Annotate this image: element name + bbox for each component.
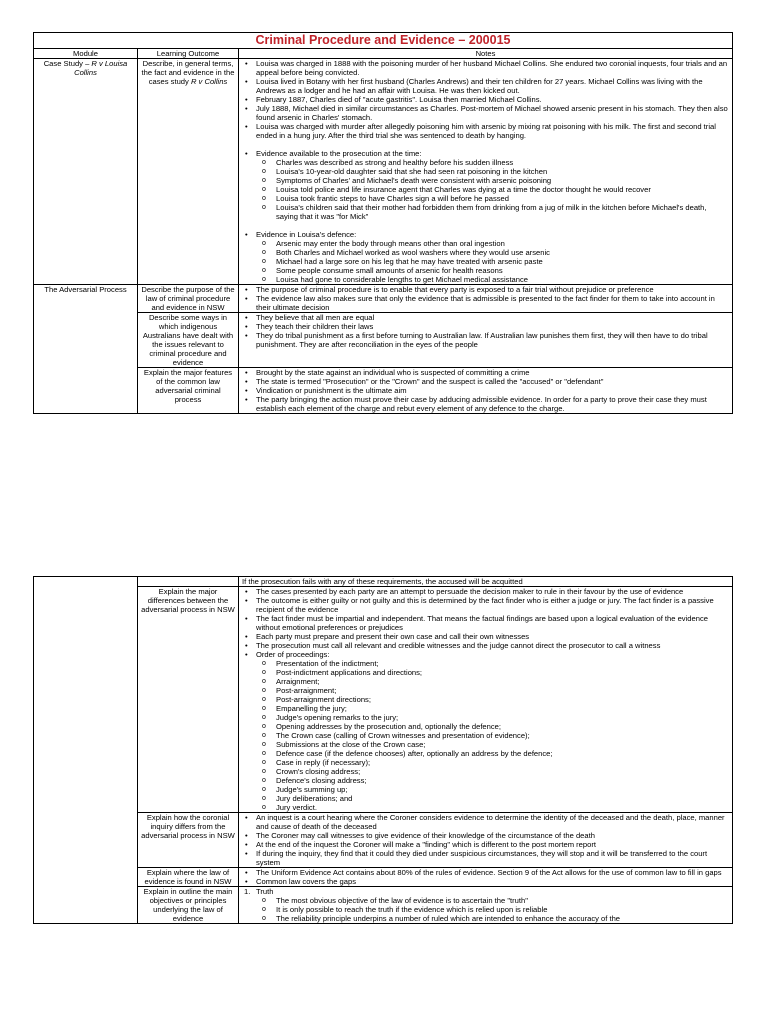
list-item: • Louisa was charged with murder after allegedly poisoning him with arsenic by mixing rat poisoning with his milk. The first and second trial ended in a hung jury. After the third trial she was sentenced to death by hanging. [256, 122, 729, 140]
page-section-1 [33, 32, 733, 414]
notes-major-features [239, 368, 733, 414]
list-item: • Louisa was charged in 1888 with the poisoning murder of her husband Michael Collins. She endured two coronial inquests, four trials and an appeal before being convicted. [256, 59, 729, 77]
list-item: • Vindication or punishment is the ultimate aim [256, 386, 729, 395]
list-item: o Crown's closing address; [276, 767, 729, 776]
adversarial-row-2 [34, 313, 733, 368]
list-item: o Symptoms of Charles' and Michael's death were consistent with arsenic poisoning [276, 176, 729, 185]
objectives-row [34, 887, 733, 924]
notes-continued [239, 577, 733, 587]
list-item: o Some people consume small amounts of arsenic for health reasons [276, 266, 729, 275]
defence-heading: Evidence in Louisa's defence: [256, 230, 357, 239]
list-item: o Louisa had gone to considerable lengths to get Michael medical assistance [276, 275, 729, 284]
list-item: o Case in reply (if necessary); [276, 758, 729, 767]
list-item: o Empanelling the jury; [276, 704, 729, 713]
list-item: • Louisa lived in Botany with her first husband (Charles Andrews) and their ten children for 27 years. Michael Collins was living with the Andrews as a lodger and he had an affair with Louisa. He was then kicked out. [256, 77, 729, 95]
notes-indigenous [239, 313, 733, 368]
coronial-row [34, 813, 733, 868]
list-item: • If during the inquiry, they find that it could they died under suspicious circumstances, they will stop and it will be transferred to the court system [256, 849, 729, 867]
continuation-row [34, 577, 733, 587]
list-item: • July 1888, Michael died in similar circumstances as Charles. Post-mortem of Michael showed arsenic present in his stomach. They then also found arsenic in Charles' stomach. [256, 104, 729, 122]
header-notes: Notes [239, 49, 733, 59]
notes-law-source [239, 868, 733, 887]
list-item: o Jury deliberations; and [276, 794, 729, 803]
list-item: o Submissions at the close of the Crown case; [276, 740, 729, 749]
list-item: o Louisa's children said that their mother had forbidden them from drinking from a jug of milk in the kitchen before Michael's death, saying that it was "for Mick" [276, 203, 729, 221]
notes-purpose [239, 285, 733, 313]
notes-table-2 [33, 576, 733, 924]
outcome-coronial: Explain how the coronial inquiry differs from the adversarial process in NSW [138, 813, 239, 868]
list-item [256, 650, 729, 812]
list-item: • The party bringing the action must prove their case by adducing admissible evidence. In order for a party to prove their case they must establish each element of the charge and rebut every element of any defence to the charge. [256, 395, 729, 413]
list-item: o Michael had a large sore on his leg that he may have treated with arsenic paste [276, 257, 729, 266]
list-item: • The Uniform Evidence Act contains about 80% of the rules of evidence. Section 9 of the Act allows for the use of common law to fill in gaps [256, 868, 729, 877]
list-item: o Arsenic may enter the body through means other than oral ingestion [276, 239, 729, 248]
order-of-proceedings-list [256, 659, 729, 812]
outcome-case-study-italic: R v Collins [190, 77, 228, 86]
module-adversarial: The Adversarial Process [34, 285, 138, 414]
list-item: o Defence case (if the defence chooses) after, optionally an address by the defence; [276, 749, 729, 758]
list-item: • Common law covers the gaps [256, 877, 729, 886]
header-module: Module [34, 49, 138, 59]
adversarial-row-3 [34, 368, 733, 414]
list-item: • The state is termed "Prosecution" or the "Crown" and the suspect is called the "accused" or "defendant" [256, 377, 729, 386]
adversarial-row-1 [34, 285, 733, 313]
list-item: o Judge's opening remarks to the jury; [276, 713, 729, 722]
list-item: • The Coroner may call witnesses to give evidence of their knowledge of the circumstance of the death [256, 831, 729, 840]
list-item: o Louisa told police and life insurance agent that Charles was dying at a time the doctor thought he would recover [276, 185, 729, 194]
notes-table-1 [33, 32, 733, 414]
header-learning-outcome: Learning Outcome [138, 49, 239, 59]
list-item: o Charles was described as strong and healthy before his sudden illness [276, 158, 729, 167]
document-title: Criminal Procedure and Evidence – 200015 [34, 33, 733, 49]
list-item: o The Crown case (calling of Crown witnesses and presentation of evidence); [276, 731, 729, 740]
differences-row [34, 587, 733, 813]
continuation-text: If the prosecution fails with any of these requirements, the accused will be acquitted [242, 577, 523, 586]
notes-case-study [239, 59, 733, 285]
list-item: • Each party must prepare and present their own case and call their own witnesses [256, 632, 729, 641]
outcome-continued [138, 577, 239, 587]
list-item: • The cases presented by each party are an attempt to persuade the decision maker to rule in their favour by the use of evidence [256, 587, 729, 596]
prosecution-list [242, 149, 729, 221]
list-item: o Defence's closing address; [276, 776, 729, 785]
objective-number: 1. [244, 887, 251, 896]
list-item: • The outcome is either guilty or not guilty and this is determined by the fact finder who is either a judge or jury. The fact finder is a passive recipient of the evidence [256, 596, 729, 614]
list-item [244, 887, 729, 923]
list-item: o Post-arraignment; [276, 686, 729, 695]
list-item: • The evidence law also makes sure that only the evidence that is admissible is presented to the fact finder for them to take into account in their ultimate decision [256, 294, 729, 312]
header-row [34, 49, 733, 59]
page-section-2 [33, 576, 733, 924]
outcome-case-study [138, 59, 239, 285]
outcome-objectives: Explain in outline the main objectives or principles underlying the law of evidence [138, 887, 239, 924]
list-item: o It is only possible to reach the truth if the evidence which is relied upon is reliable [276, 905, 729, 914]
list-item: o Arraignment; [276, 677, 729, 686]
list-item: o The most obvious objective of the law of evidence is to ascertain the "truth" [276, 896, 729, 905]
module-case-study-name: R v Louisa Collins [74, 59, 128, 77]
case-facts-list [242, 59, 729, 140]
list-item: o Post-arraignment directions; [276, 695, 729, 704]
list-item: • An inquest is a court hearing where the Coroner considers evidence to determine the identity of the deceased and the death, place, manner and cause of death of the deceased [256, 813, 729, 831]
module-case-study-prefix: Case Study – [43, 59, 92, 68]
list-item: • They believe that all men are equal [256, 313, 729, 322]
list-item: o Both Charles and Michael worked as wool washers where they would use arsenic [276, 248, 729, 257]
list-item: o Judge's summing up; [276, 785, 729, 794]
module-continued [34, 577, 138, 924]
order-heading: Order of proceedings: [256, 650, 330, 659]
list-item: • At the end of the inquest the Coroner will make a "finding" which is different to the post mortem report [256, 840, 729, 849]
list-item: o The reliability principle underpins a number of ruled which are intended to enhance the accuracy of the [276, 914, 729, 923]
list-item: • Brought by the state against an individual who is suspected of committing a crime [256, 368, 729, 377]
outcome-indigenous: Describe some ways in which indigenous Australians have dealt with the issues relevant to criminal procedure and evidence [138, 313, 239, 368]
list-item: o Louisa took frantic steps to have Charles sign a will before he passed [276, 194, 729, 203]
list-item: o Presentation of the indictment; [276, 659, 729, 668]
outcome-differences: Explain the major differences between the adversarial process in NSW [138, 587, 239, 813]
outcome-major-features: Explain the major features of the common law adversarial criminal process [138, 368, 239, 414]
list-item [256, 149, 729, 221]
law-source-row [34, 868, 733, 887]
list-item: • The fact finder must be impartial and independent. That means the factual findings are based upon a logical evaluation of the evidence without emotional preferences or prejudices [256, 614, 729, 632]
objective-label: Truth [256, 887, 274, 896]
prosecution-heading: Evidence available to the prosecution at the time: [256, 149, 422, 158]
list-item: o Jury verdict. [276, 803, 729, 812]
list-item: • The prosecution must call all relevant and credible witnesses and the judge cannot direct the prosecutor to call a witness [256, 641, 729, 650]
notes-objectives [239, 887, 733, 924]
list-item: • They do tribal punishment as a first before turning to Australian law. If Australian law punishes them first, they will then have to do tribal punishment. They are after reconciliation in the eyes of the people [256, 331, 729, 349]
defence-list [242, 230, 729, 284]
case-study-row [34, 59, 733, 285]
title-row [34, 33, 733, 49]
list-item: o Opening addresses by the prosecution and, optionally the defence; [276, 722, 729, 731]
notes-coronial [239, 813, 733, 868]
list-item: • February 1887, Charles died of "acute gastritis". Louisa then married Michael Collins. [256, 95, 729, 104]
list-item: o Post-indictment applications and directions; [276, 668, 729, 677]
outcome-case-study-text: Describe, in general terms, the fact and evidence in the cases study [141, 59, 235, 86]
outcome-law-source: Explain where the law of evidence is found in NSW [138, 868, 239, 887]
list-item: o Louisa's 10-year-old daughter said that she had seen rat poisoning in the kitchen [276, 167, 729, 176]
list-item [256, 230, 729, 284]
list-item: • The purpose of criminal procedure is to enable that every party is exposed to a fair trial without prejudice or preference [256, 285, 729, 294]
module-case-study [34, 59, 138, 285]
outcome-purpose: Describe the purpose of the law of criminal procedure and evidence in NSW [138, 285, 239, 313]
notes-differences [239, 587, 733, 813]
list-item: • They teach their children their laws [256, 322, 729, 331]
